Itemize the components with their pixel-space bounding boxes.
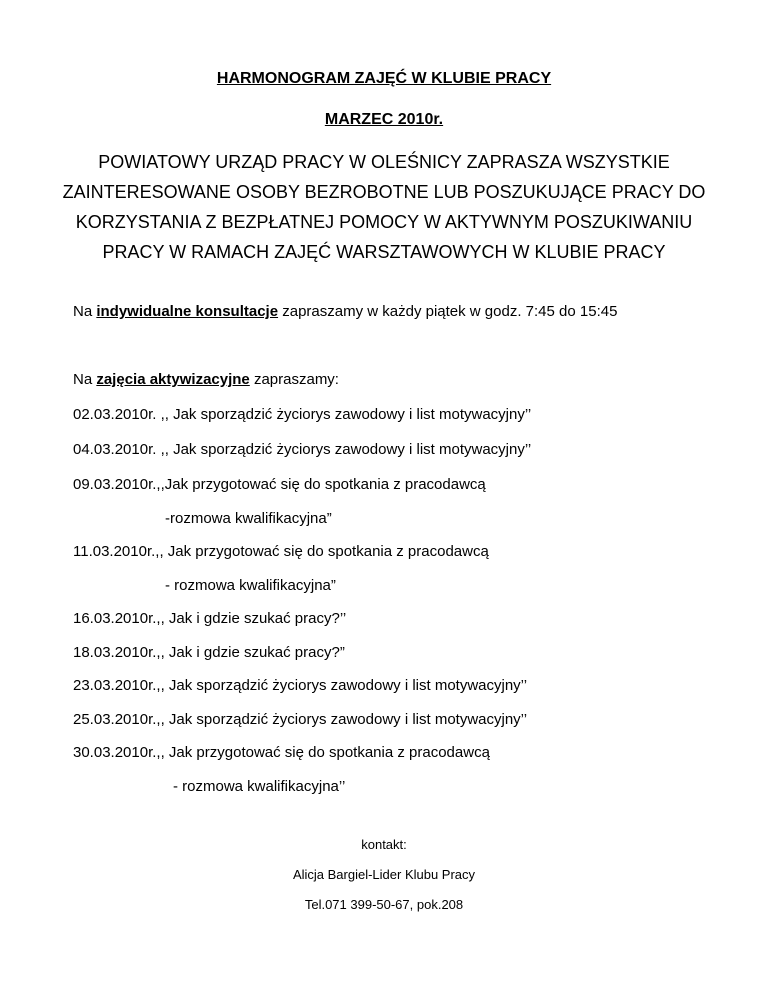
schedule-item: 25.03.2010r.,, Jak sporządzić życiorys zawodowy i list motywacyjny’’ (73, 711, 528, 728)
intro-line: PRACY W RAMACH ZAJĘĆ WARSZTAWOWYCH W KLUBIE PRACY (102, 242, 666, 262)
intro-paragraph (0, 147, 768, 267)
consultations-suffix: zapraszamy w każdy piątek w godz. 7:45 do 15:45 (278, 303, 618, 320)
schedule-item: 23.03.2010r.,, Jak sporządzić życiorys zawodowy i list motywacyjny’’ (73, 677, 528, 694)
activation-prefix: Na (73, 371, 97, 388)
schedule-item: 16.03.2010r.,, Jak i gdzie szukać pracy?’’ (73, 610, 347, 627)
document-title: HARMONOGRAM ZAJĘĆ W KLUBIE PRACY (216, 70, 552, 87)
schedule-item-continuation: -rozmowa kwalifikacyjna” (165, 510, 332, 527)
consultations-line (73, 303, 617, 321)
consultations-emphasis: indywidualne konsultacje (96, 303, 279, 320)
activation-line (73, 371, 339, 389)
contact-label: kontakt: (361, 837, 407, 852)
intro-line: KORZYSTANIA Z BEZPŁATNEJ POMOCY W AKTYWNYM POSZUKIWANIU (75, 212, 693, 232)
schedule-item-continuation: - rozmowa kwalifikacyjna” (165, 577, 336, 594)
schedule-item: 18.03.2010r.,, Jak i gdzie szukać pracy?” (73, 644, 345, 661)
contact-phone: Tel.071 399-50-67, pok.208 (304, 897, 464, 912)
activation-emphasis: zajęcia aktywizacyjne (96, 371, 250, 388)
contact-person: Alicja Bargiel-Lider Klubu Pracy (292, 867, 476, 882)
schedule-item: 09.03.2010r.,,Jak przygotować się do spotkania z pracodawcą (73, 476, 486, 493)
intro-line: POWIATOWY URZĄD PRACY W OLEŚNICY ZAPRASZA WSZYSTKIE (98, 152, 670, 172)
schedule-item: 30.03.2010r.,, Jak przygotować się do spotkania z pracodawcą (73, 744, 490, 761)
intro-line: ZAINTERESOWANE OSOBY BEZROBOTNE LUB POSZUKUJĄCE PRACY DO (62, 182, 706, 202)
schedule-item: 11.03.2010r.,, Jak przygotować się do spotkania z pracodawcą (73, 543, 489, 560)
month-heading: MARZEC 2010r. (324, 111, 444, 128)
schedule-item: 04.03.2010r. ,, Jak sporządzić życiorys zawodowy i list motywacyjny’’ (73, 441, 532, 458)
activation-suffix: zapraszamy: (249, 371, 339, 388)
schedule-item: 02.03.2010r. ,, Jak sporządzić życiorys zawodowy i list motywacyjny’’ (73, 406, 532, 423)
schedule-item-continuation: - rozmowa kwalifikacyjna’’ (173, 778, 346, 795)
consultations-prefix: Na (73, 303, 97, 320)
